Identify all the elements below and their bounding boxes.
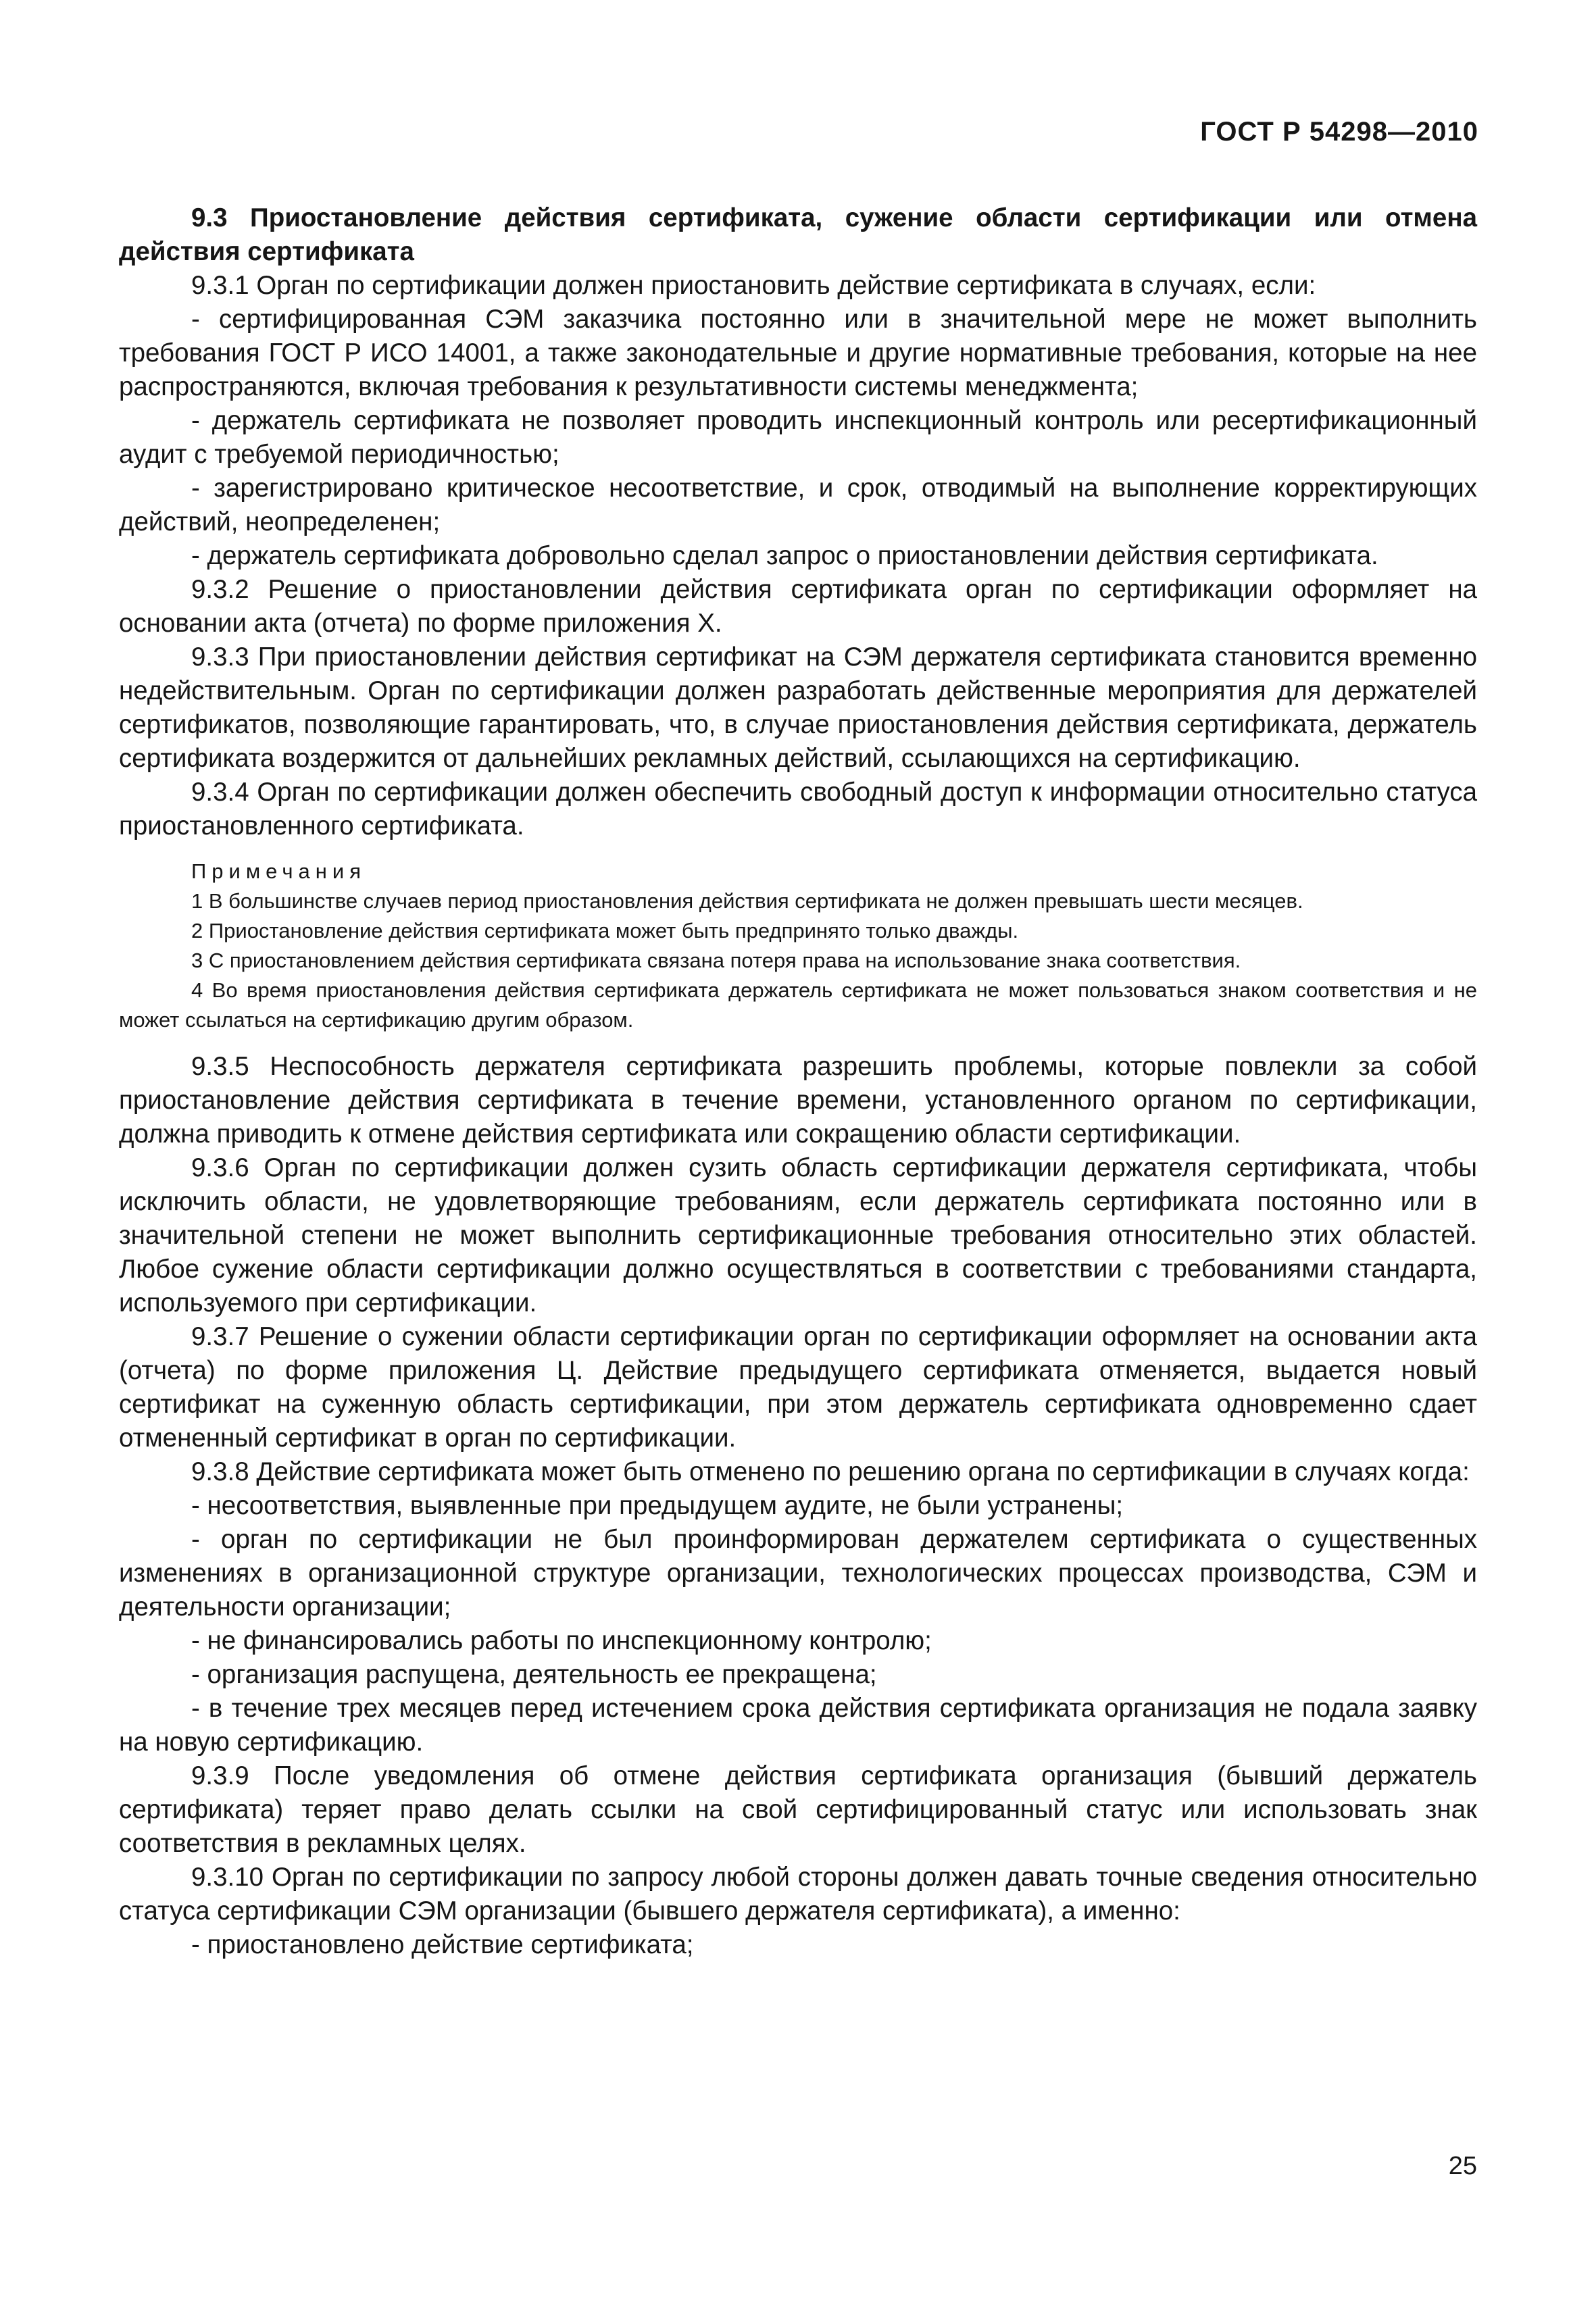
list-item: - в течение трех месяцев перед истечением срока действия сертификата организация не подала заявку на новую сертификацию. xyxy=(119,1694,1477,1757)
paragraph: 9.3.10 Орган по сертификации по запросу любой стороны должен давать точные сведения относительно статуса сертификации СЭМ организации (бывшего держателя сертификата), а именно: xyxy=(119,1863,1477,1926)
paragraph: 9.3.1 Орган по сертификации должен приостановить действие сертификата в случаях, если: xyxy=(191,271,1316,300)
paragraph: 9.3.2 Решение о приостановлении действия сертификата орган по сертификации оформляет на основании акта (отчета) по форме приложения Х. xyxy=(119,575,1477,638)
note-item: 4 Во время приостановления действия сертификата держатель сертификата не может пользоваться знаком соответствия и не может ссылаться на сертификацию другим образом. xyxy=(119,978,1477,1032)
paragraph: 9.3.9 После уведомления об отмене действия сертификата организация (бывший держатель сертификата) теряет право делать ссылки на свой сертифицированный статус или использовать знак соответствия в рекламных целях. xyxy=(119,1761,1477,1858)
paragraph: 9.3.3 При приостановлении действия сертификат на СЭМ держателя сертификата становится временно недействительным. Орган по сертификации должен разработать действенные мероприятия для держателей сертификатов, позволяющие гарантировать, что, в случае приостановления действия сертификата, держатель сертификата воздержится от дальнейших рекламных действий, ссылающихся на сертификацию. xyxy=(119,643,1477,773)
note-item: 3 С приостановлением действия сертификата связана потеря права на использование знака соответствия. xyxy=(191,949,1241,972)
document-number: ГОСТ Р 54298—2010 xyxy=(1200,117,1478,147)
list-item: - держатель сертификата не позволяет проводить инспекционный контроль или ресертификационный аудит с требуемой периодичностью; xyxy=(119,406,1477,469)
note-item: 2 Приостановление действия сертификата может быть предпринято только дважды. xyxy=(191,919,1019,942)
list-item: - сертифицированная СЭМ заказчика постоянно или в значительной мере не может выполнить требования ГОСТ Р ИСО 14001, а также законодательные и другие нормативные требования, которые на нее распространяются, включая требования к результативности системы менеджмента; xyxy=(119,305,1477,401)
list-item: - не финансировались работы по инспекционному контролю; xyxy=(191,1626,932,1655)
section-heading: 9.3 Приостановление действия сертификата, сужение области сертификации или отмена действия сертификата xyxy=(119,203,1477,266)
paragraph: 9.3.8 Действие сертификата может быть отменено по решению органа по сертификации в случаях когда: xyxy=(191,1457,1470,1486)
paragraph: 9.3.4 Орган по сертификации должен обеспечить свободный доступ к информации относительно статуса приостановленного сертификата. xyxy=(119,778,1477,840)
note-item: 1 В большинстве случаев период приостановления действия сертификата не должен превышать шести месяцев. xyxy=(191,889,1303,913)
page-number: 25 xyxy=(1448,2152,1477,2180)
list-item: - орган по сертификации не был проинформирован держателем сертификата о существенных изменениях в организационной структуре организации, технологических процессах производства, СЭМ и деятельности организации; xyxy=(119,1525,1477,1621)
list-item: - зарегистрировано критическое несоответствие, и срок, отводимый на выполнение корректирующих действий, неопределенен; xyxy=(119,474,1477,536)
paragraph: 9.3.7 Решение о сужении области сертификации орган по сертификации оформляет на основании акта (отчета) по форме приложения Ц. Действие предыдущего сертификата отменяется, выдается новый сертификат на суженную область сертификации, при этом держатель сертификата одновременно сдает отмененный сертификат в орган по сертификации. xyxy=(119,1322,1477,1453)
list-item: - приостановлено действие сертификата; xyxy=(191,1930,694,1959)
paragraph: 9.3.5 Неспособность держателя сертификата разрешить проблемы, которые повлекли за собой приостановление действия сертификата в течение времени, установленного органом по сертификации, должна приводить к отмене действия сертификата или сокращению области сертификации. xyxy=(119,1052,1477,1149)
list-item: - держатель сертификата добровольно сделал запрос о приостановлении действия сертификата. xyxy=(191,541,1378,570)
notes-label: Примечания xyxy=(191,859,366,883)
list-item: - несоответствия, выявленные при предыдущем аудите, не были устранены; xyxy=(191,1491,1124,1520)
paragraph: 9.3.6 Орган по сертификации должен сузить область сертификации держателя сертификата, чтобы исключить области, не удовлетворяющие требованиям, если держатель сертификата постоянно или в значительной степени не может выполнить сертификационные требования относительно этих областей. Любое сужение области сертификации должно осуществляться в соответствии с требованиями стандарта, используемого при сертификации. xyxy=(119,1153,1477,1317)
section-body xyxy=(119,201,1477,1962)
list-item: - организация распущена, деятельность ее прекращена; xyxy=(191,1660,877,1689)
notes-block xyxy=(119,857,1477,1035)
